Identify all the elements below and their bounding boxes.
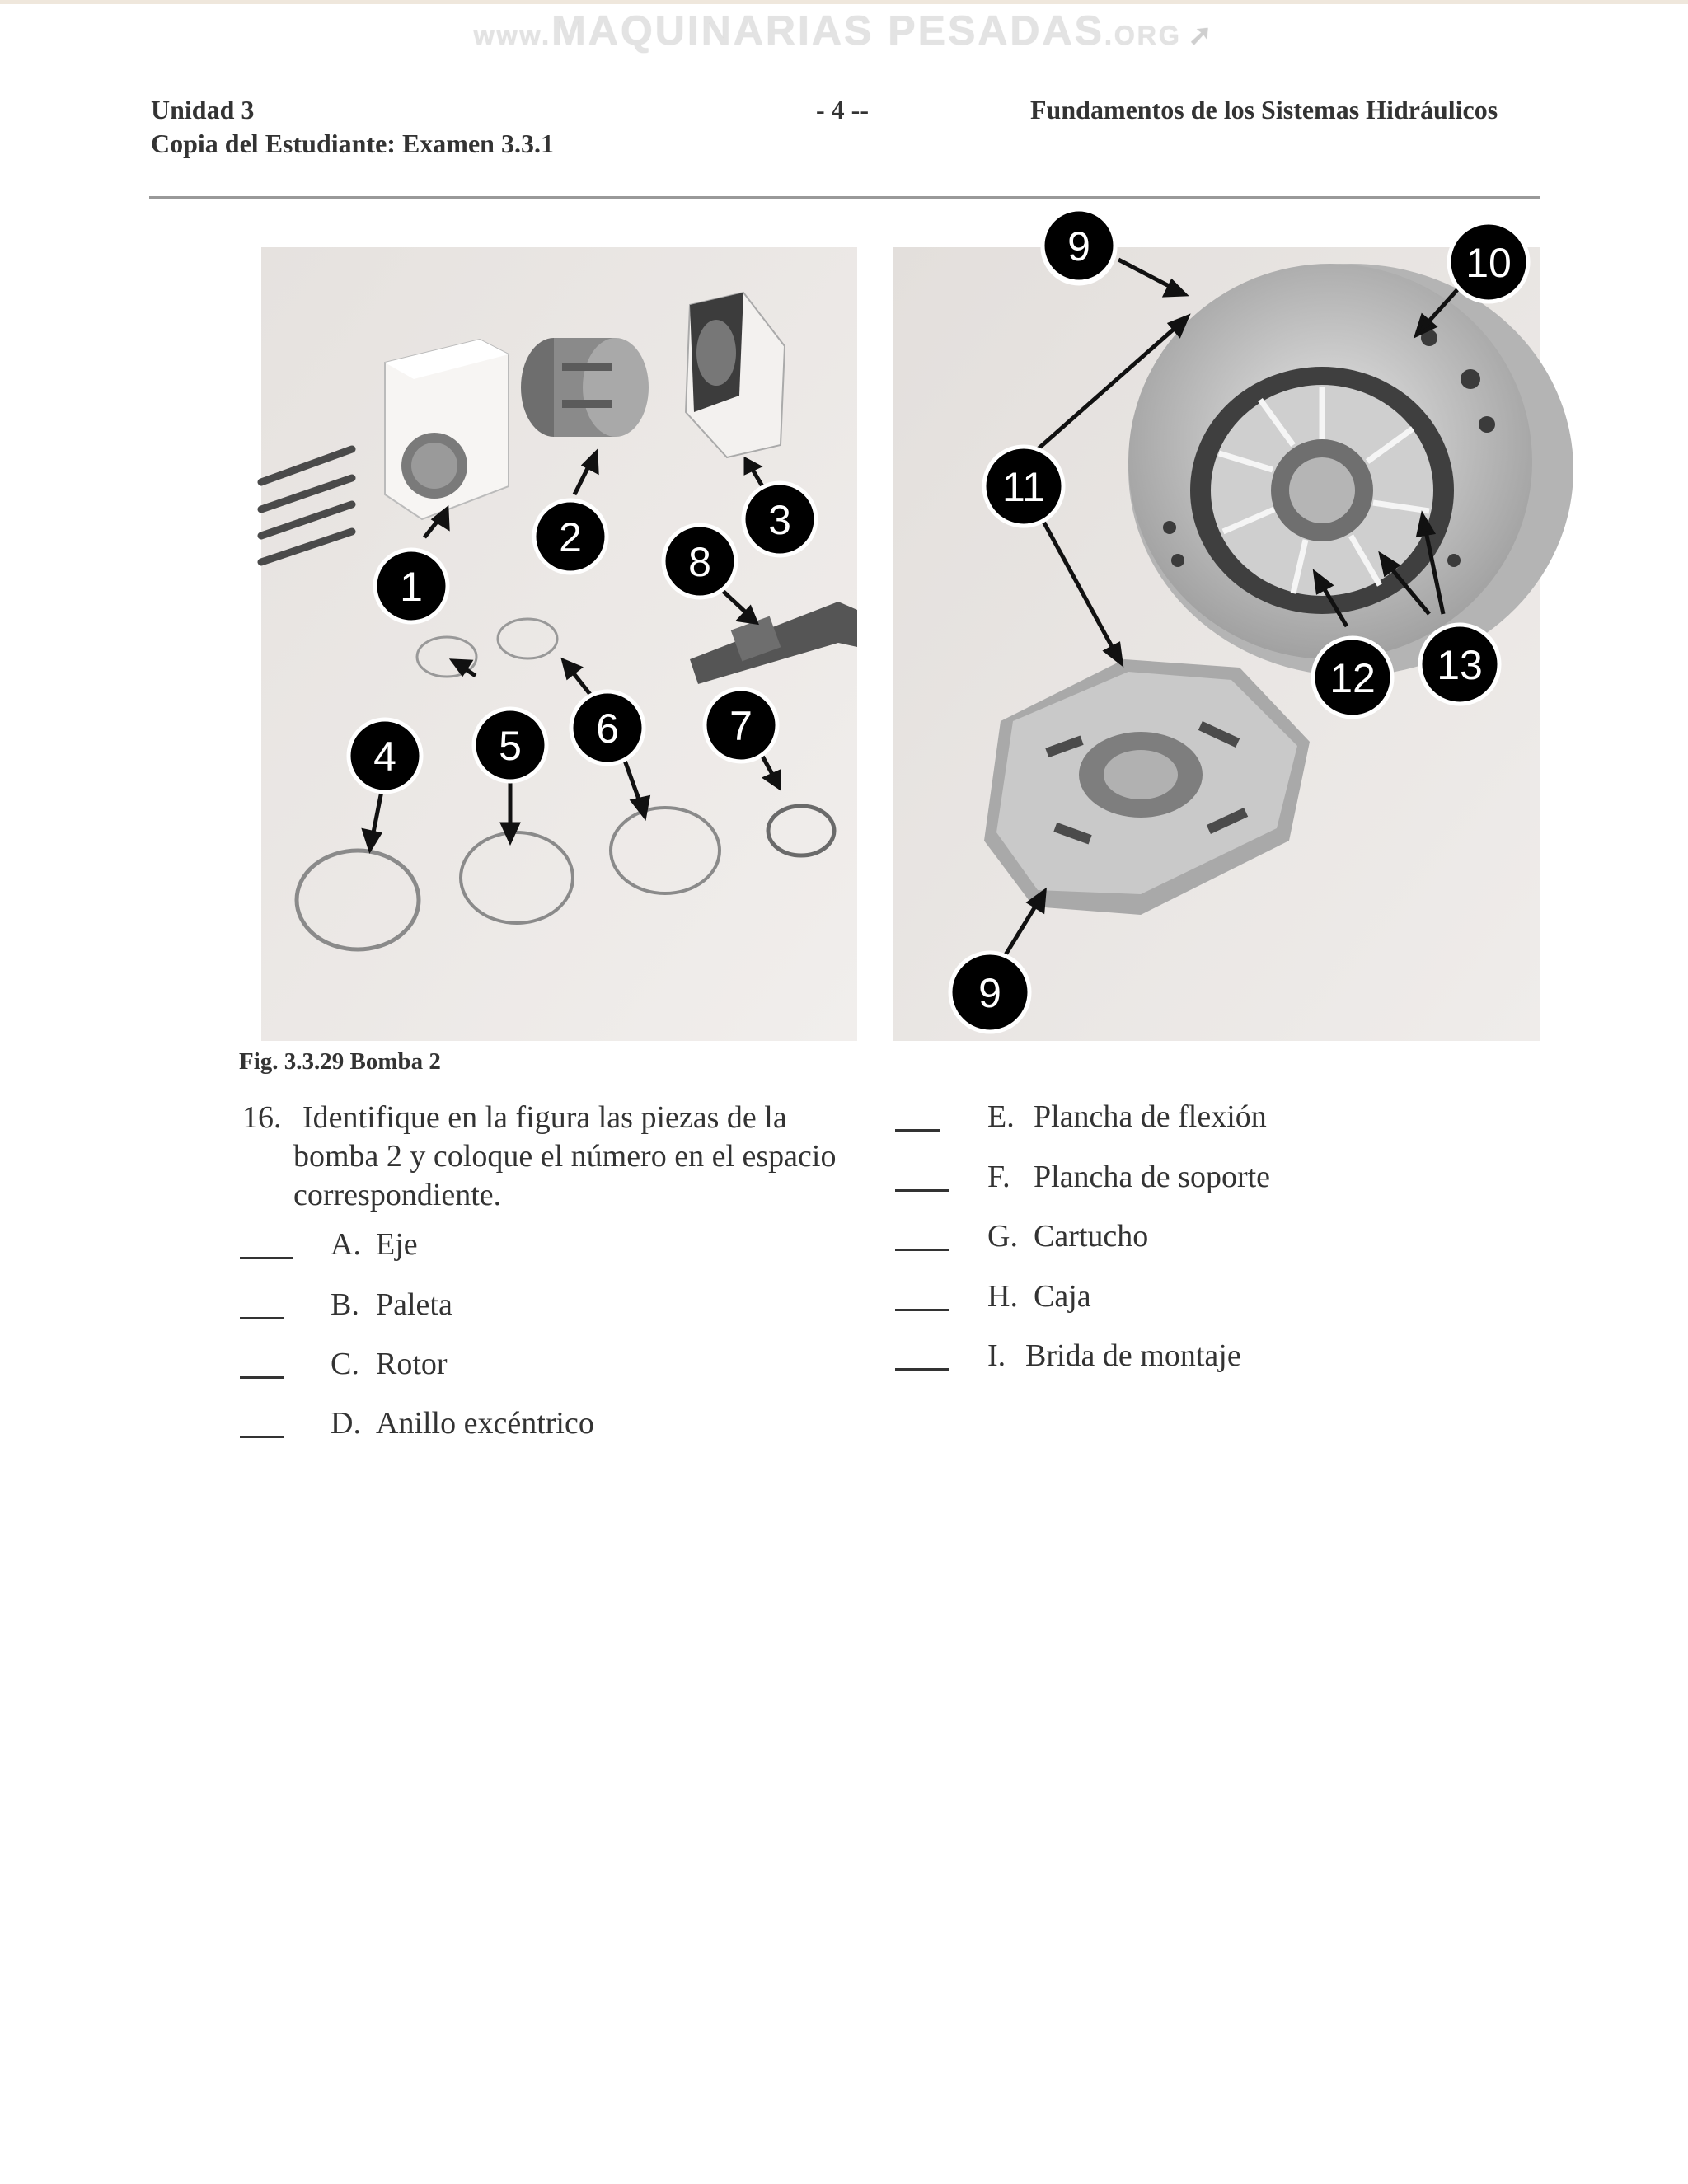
header-unit: Unidad 3 [151,95,255,124]
answer-blank-i[interactable] [895,1368,950,1371]
option-h-text: Caja [1034,1279,1091,1314]
svg-text:10: 10 [1465,240,1512,286]
option-g-text: Cartucho [1034,1219,1149,1254]
question-line-3: correspondiente. [293,1178,502,1212]
callout-6 [571,691,644,764]
callout-13 [1420,625,1499,704]
callout-7 [705,689,777,762]
callout-9-top-mark [1043,209,1115,282]
header-page-number: - 4 -- [816,95,869,124]
cursor-icon: ➚ [1188,20,1215,51]
svg-text:6: 6 [596,705,619,752]
figure-caption: Fig. 3.3.29 Bomba 2 [239,1048,441,1075]
answer-blank-h[interactable] [895,1309,950,1311]
header-student-copy: Copia del Estudiante: Examen 3.3.1 [151,129,554,158]
option-c-letter: C. [331,1347,359,1381]
question-line-1: Identifique en la figura las piezas de la [302,1100,787,1135]
answer-blank-e[interactable] [895,1129,940,1132]
answer-blank-d[interactable] [240,1436,284,1438]
svg-text:7: 7 [729,703,753,749]
header-course-title: Fundamentos de los Sistemas Hidráulicos [1030,95,1498,124]
svg-text:4: 4 [373,733,396,780]
answer-blank-f[interactable] [895,1189,950,1192]
option-e-text: Plancha de flexión [1034,1099,1267,1134]
option-i-text: Brida de montaje [1025,1338,1241,1373]
watermark-name: MAQUINARIAS PESADAS [551,7,1105,54]
svg-text:11: 11 [1002,464,1045,510]
svg-text:9: 9 [978,970,1001,1016]
svg-text:1: 1 [400,564,423,610]
callout-2 [534,500,607,573]
callout-4 [349,719,421,792]
figure-photo-cartridge-detail [893,223,1540,1041]
answer-blank-a[interactable] [240,1257,293,1259]
answer-blank-g[interactable] [895,1249,950,1251]
option-f-text: Plancha de soporte [1034,1160,1271,1194]
callout-10 [1449,223,1528,302]
answer-blank-c[interactable] [240,1376,284,1379]
question-line-2: bomba 2 y coloque el número en el espacio [293,1139,837,1174]
option-d-text: Anillo excéntrico [376,1406,594,1441]
watermark [0,7,1688,54]
top-border [0,0,1688,4]
option-e-letter: E. [987,1099,1015,1134]
option-a-text: Eje [376,1227,418,1262]
callout-5 [474,709,546,781]
option-h-letter: H. [987,1279,1018,1314]
option-a-letter: A. [331,1227,361,1262]
svg-text:2: 2 [559,514,582,560]
callout-9-bottom [950,953,1029,1032]
header-divider [149,196,1540,199]
question-number: 16. [242,1100,282,1135]
svg-text:3: 3 [768,497,791,543]
svg-text:9: 9 [1067,223,1090,269]
option-c-text: Rotor [376,1347,448,1381]
callout-1 [375,550,448,622]
svg-text:5: 5 [499,723,522,769]
figure-photo-pump-parts [261,247,857,1041]
callout-8 [663,525,736,598]
watermark-www: www. [473,21,552,50]
svg-text:12: 12 [1329,655,1376,701]
watermark-org: .ORG [1104,21,1182,50]
option-f-letter: F. [987,1160,1010,1194]
option-g-letter: G. [987,1219,1018,1254]
svg-text:8: 8 [688,539,711,585]
callout-3 [743,483,816,555]
callout-11 [984,447,1063,526]
answer-blank-b[interactable] [240,1317,284,1319]
option-b-text: Paleta [376,1287,452,1322]
svg-text:13: 13 [1437,642,1483,688]
option-i-letter: I. [987,1338,1006,1373]
option-b-letter: B. [331,1287,359,1322]
option-d-letter: D. [331,1406,361,1441]
callout-12 [1313,638,1392,717]
